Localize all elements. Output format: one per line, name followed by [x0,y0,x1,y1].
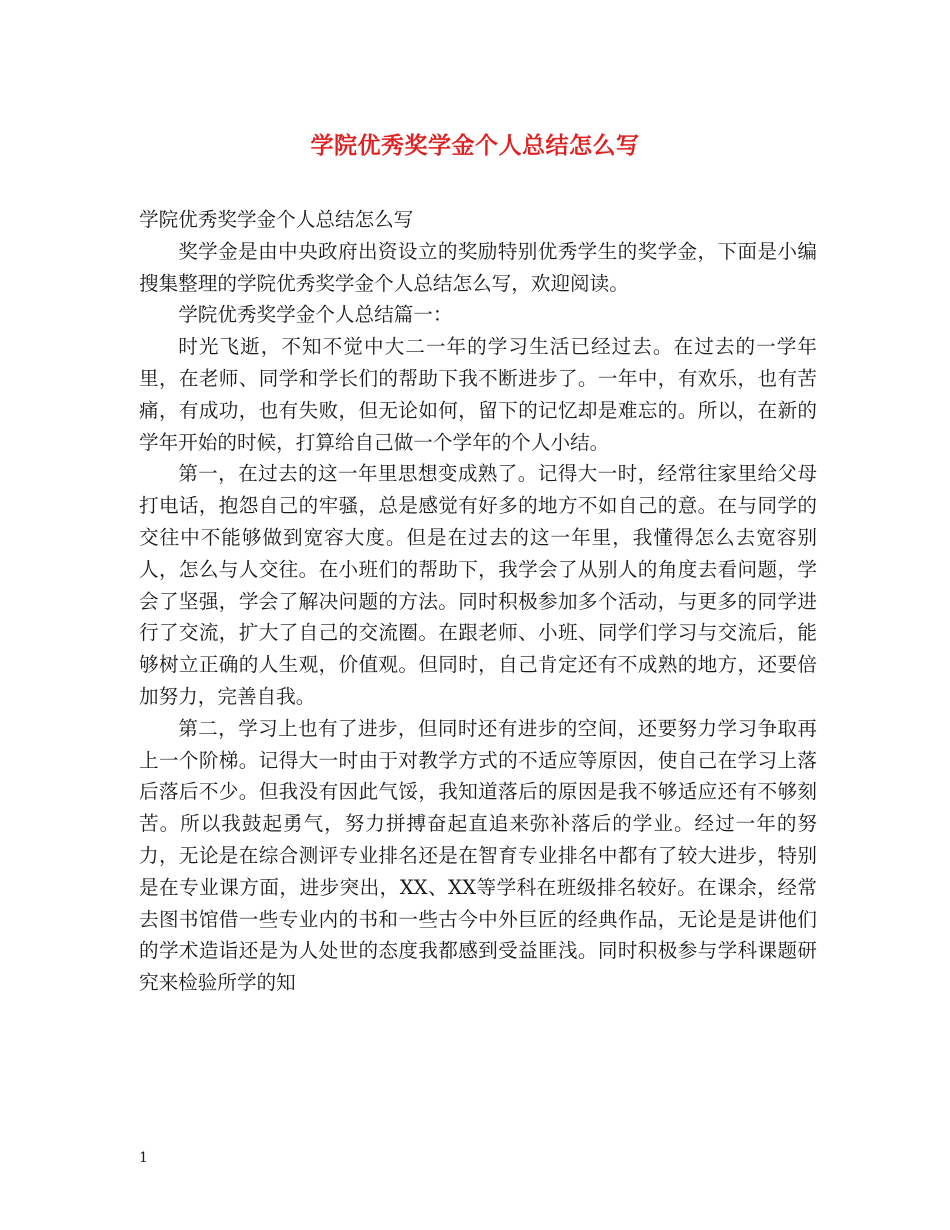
body-paragraph-section-title: 学院优秀奖学金个人总结篇一： [178,303,453,327]
body-paragraph: 第二，学习上也有了进步，但同时还有进步的空间，还要努力学习争取再上一个阶梯。记得大一时由于对教学方式的不适应等原因，使自己在学习上落后落后不少。但我没有因此气馁，我知道落后的原因是我不够适应还有不够刻苦。所以我鼓起勇气，努力拼搏奋起直追来弥补落后的学业。经过一年的努力，无论是在综合测评专业排名还是在智育专业排名中都有了较大进步，特别是在专业课方面，进步突出，XX、XX等学科在班级排名较好。在课余，经常去图书馆借一些专业内的书和一些古今中外巨匠的经典作品，无论是是讲他们的学术造诣还是为人处世的态度我都感到受益匪浅。同时积极参与学科课题研究来检验所学的知 [139,716,817,995]
document-body [139,204,817,999]
page-number: 1 [139,1150,148,1166]
body-paragraph-heading: 学院优秀奖学金个人总结怎么写 [139,208,414,231]
body-paragraph-intro: 奖学金是由中央政府出资设立的奖励特别优秀学生的奖学金，下面是小编搜集整理的学院优秀奖学金个人总结怎么写，欢迎阅读。 [139,239,817,295]
document-title: 学院优秀奖学金个人总结怎么写 [310,132,640,159]
body-paragraph: 第一，在过去的这一年里思想变成熟了。记得大一时，经常往家里给父母打电话，抱怨自己的牢骚，总是感觉有好多的地方不如自己的意。在与同学的交往中不能够做到宽容大度。但是在过去的这一年里，我懂得怎么去宽容别人，怎么与人交往。在小班们的帮助下，我学会了从别人的角度去看问题，学会了坚强，学会了解决问题的方法。同时积极参加多个活动，与更多的同学进行了交流，扩大了自己的交流圈。在跟老师、小班、同学们学习与交流后，能够树立正确的人生观，价值观。但同时，自己肯定还有不成熟的地方，还要倍加努力，完善自我。 [139,462,817,708]
body-paragraph: 时光飞逝，不知不觉中大二一年的学习生活已经过去。在过去的一学年里，在老师、同学和学长们的帮助下我不断进步了。一年中，有欢乐，也有苦痛，有成功，也有失败，但无论如何，留下的记忆却是难忘的。所以，在新的学年开始的时候，打算给自己做一个学年的个人小结。 [139,335,817,454]
